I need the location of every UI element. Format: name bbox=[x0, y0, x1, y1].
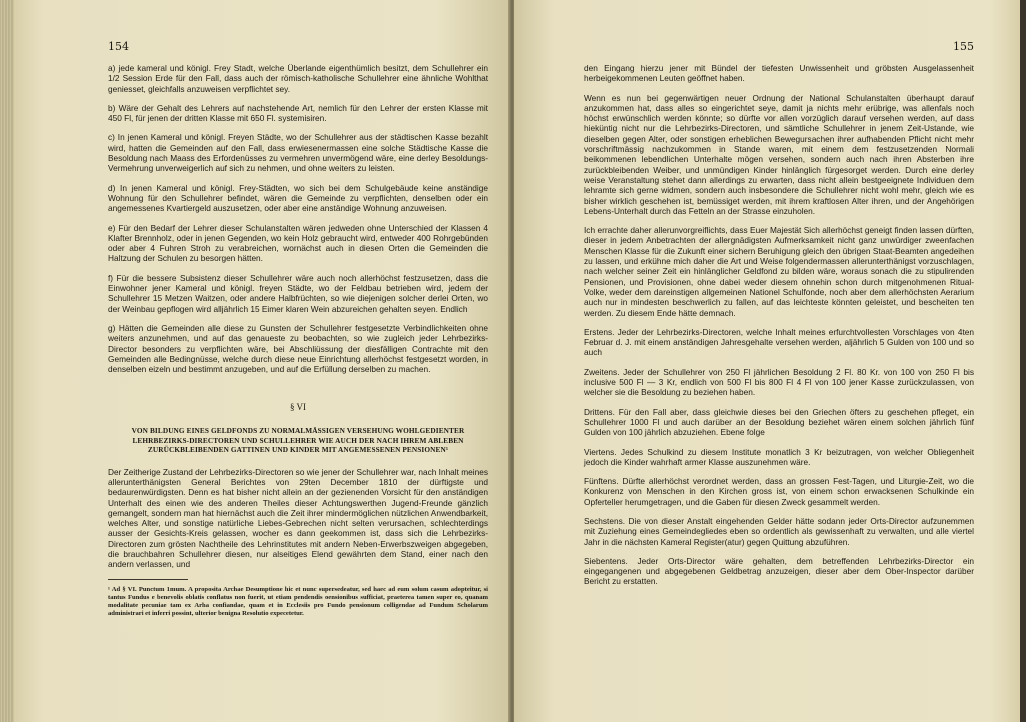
paragraph-drittens: Drittens. Für den Fall aber, dass gleichwie dieses bei den Griechen öfters zu geschehen pfleget, ein Schullehrer 1000 Fl und auch darüber an der Besoldung beziehet wären einem solchen jährlich fünf Gulden von 100 jährlich abzuziehen. Ebene folge bbox=[584, 406, 974, 438]
page-number-left: 154 bbox=[108, 40, 129, 53]
paragraph-viertens: Viertens. Jedes Schulkind zu diesem Institute monatlich 3 Kr beizutragen, von welcher Obliegenheit jedoch die Kinder wahrhaft armer Klasse auszunehmen wäre. bbox=[584, 446, 974, 467]
footnote: ¹ Ad § VI. Punctum 1mum. A proposita Archae Desumptione hic et nunc supersedeatur, sed haec ad eum solum casum adopteitur, si tantus Fundus e benevolis oblatis conflatus non fuerit, ut etiam pendendis oensionibus sufficiat, praeterea tamen super eo, quanam modalitate pecuniae tam ex Arha confiandae, quam et in Ecclesiis pro Fundo pensionum colligendae ad Fundum Scholarum administrari et inferri possint, ulterior benigna Resolutio expecetetur. bbox=[108, 586, 488, 618]
paragraph-zweitens: Zweitens. Jeder der Schullehrer von 250 Fl jährlichen Besoldung 2 Fl. 80 Kr. von 100 von 250 Fl bis inclusive 500 Fl — 3 Kr, endlich von 500 Fl bis 800 Fl 4 Fl von 100 jener Kasse zurückzulassen, von welcher sie die Besoldung zu beziehen haben. bbox=[584, 366, 974, 398]
paragraph-b: b) Wäre der Gehalt des Lehrers auf nachstehende Art, nemlich für den Lehrer der ersten Klasse mit 450 Fl, für jenen der dritten Klasse mit 650 Fl. systemisiren. bbox=[108, 102, 488, 124]
paragraph-continuation: den Eingang hierzu jener mit Bündel der tiefesten Unwissenheit und gröbsten Ausgelassenheit herbeigekommenen Leuten geöffnet haben. bbox=[584, 63, 974, 84]
paragraph-wenn: Wenn es nun bei gegenwärtigen neuer Ordnung der National Schulanstalten überhaupt darauf anzukommen hat, dass alles so eingerichtet seye, damit ja nichts mehr erübrige, was allenfals noch höchst erwünschlich werden könnte; so dürfte vor allen vorzüglich darauf versehen werden, auf dass hieküntig nicht nur die Lehrbezirks-Directoren, und sämtliche Schullehrer in jenem Zeit-Ustande, wie dieselben gegen Alter, oder sonstigen erheblichen Bewegursachen ihrer aufhabenden Pflicht nicht mehr vorschriftmässig nachzukommen in Stande waren, mit einem dem festzusetzenden Normali beikommenen lebendlichen Unterhalte mögen versehen, sondern auch nach ihren Absterben ihre zurückbleibenden Weiber, und unmündigen Kinder hinlänglich fürgesorget werden. Durch eine derley weise Veranstaltung stehet dann allerdings zu erwarten, dass nicht allein bestgeeignete Individuen dem lehramte sich gerne widmen, sondern auch insbesondere die Schullehrer nicht wohl mehr, gleich wie es bisher wirklich geschehen ist, bemüssiget werden, mit ihrem kraftlosen Alter ihren, und der Angehörigen Lebens-Unterhalt durch das Fetteln an der Strasse einzuholen. bbox=[584, 92, 974, 216]
paragraph-f: f) Für die bessere Subsistenz dieser Schullehrer wäre auch noch allerhöchst festzusetzen, dass die Einwohner jener Kameral und königl. freyen Städte, wo der Feldbau betrieben wird, jedem der Schullehrer 15 Metzen Waitzen, oder andere Halbfrüchten, so wie diejenigen solcher derlei Orten, wo der Weinbau gepflogen wird alljährlich 15 Eimer klaren Wein abzureichen gehalten seyen. Endlich bbox=[108, 272, 488, 314]
page-number-right: 155 bbox=[953, 40, 974, 53]
section-paragraph: Der Zeitherige Zustand der Lehrbezirks-Directoren so wie jener der Schullehrer war, nach Inhalt meines allerunterthänigsten General Berichtes von 29ten December 1810 der dürftigste und bedaurenwürdigsten. Denn es hat bisher nicht allein an der gezienenden Vorsicht für den anständigen Unterhalt des einen wie des anderen Theiles dieser Achtungswerthen Jugend-Freunde gänzlich gemangelt, sondern man hat hiernächst auch die Zeit ihrer mindermöglichen nützlichen Anwendbarkeit, welches Alter, und sonstige natürliche Liebes-Gebrechen nicht selten verursachen, schlechterdings ausser der Gesichts-Kreis gelassen, wocher es dann geekommen ist, dass sich die Lehrbezirks-Directoren zum grösten Nachtheile des Lehrinstitutes mit andern Neben-Erwerbszweigen abgegeben, die brauchbahren Schullehrer diesen, nur alseitiges Elend gewährten dem Stand, einer nach den andern verlassen, und bbox=[108, 466, 488, 570]
page-edges bbox=[0, 0, 14, 722]
right-page bbox=[514, 0, 1020, 722]
paragraph-d: d) In jenen Kameral und königl. Frey-Städten, wo sich bei dem Schulgebäude keine anständige Wohnung für den Schullehrer befindet, wären die Gemeinde zu verpflichten, denselben oder ein angemessenes Kvartiergeld auszusetzen, oder aber eine anständige Wohnung anzuweisen. bbox=[108, 182, 488, 214]
paragraph-erstens: Erstens. Jeder der Lehrbezirks-Directoren, welche Inhalt meines erfurchtvollesten Vorschlages von 4ten Februar d. J. mit einem anständigen Jahresgehalte versehen werden, aljährlich 5 Gulden von 100 und so auch bbox=[584, 326, 974, 358]
paragraph-fuenftens: Fünftens. Dürfte allerhöchst verordnet werden, dass an grossen Fest-Tagen, und Liturgie-Zeit, wo die Konkurenz von Menschen in den Kirchen gross ist, von einem schon erwacksenen Schulkinde ein Opferteller herumgetragen, und die Gaben für diesen Zweck gesammelt werden. bbox=[584, 476, 974, 507]
paragraph-e: e) Für den Bedarf der Lehrer dieser Schulanstalten wären jedweden ohne Unterschied der Klassen 4 Klafter Brennholz, oder in jenen Gegenden, wo kein Holz gebraucht wird, entweder 400 Rohrgebünden oder aber 4 Fuhren Stroh zu verabreichen, wornächst auch in diesen Orten die Gemeinden die Haltzung der Schulen zu besorgen hätten. bbox=[108, 222, 488, 264]
paragraph-c: c) In jenen Kameral und königl. Freyen Städte, wo der Schullehrer aus der städtischen Kasse bezahlt wird, hatten die Gemeinden auf den Fall, dass erwiesenermassen eine solche Städtische Kasse die Besoldung nach Maass des Erfordenüsses zu vermehren unvermögend wäre, eine derley Besoldungs-Vermehrung unverweigerlich auf sich zu nehmen, und ohne weiters zu leisten. bbox=[108, 132, 488, 174]
paragraph-a: a) jede kameral und königl. Frey Stadt, welche Überlande eigenthümlich besitzt, dem Schullehrer ein 1/2 Session Erde für den Fall, dass auch der römisch-katholische Schullehrer eine ähnliche Wohlthat geniesset, gleichfalls anzuweisen verpflichtet sey. bbox=[108, 63, 488, 94]
section-heading: VON BILDUNG EINES GELDFONDS ZU NORMALMÄSSIGEN VERSEHUNG WOHLGEDIENTER LEHRBEZIRKS-DIRECTOREN UND SCHULLEHRER WIE AUCH DER NACH IHREM ABLEBEN ZURÜCKBLEIBENDEN GATTINEN UND KINDER MIT ANGEMESSENEN PENSIONEN¹ bbox=[131, 426, 465, 455]
paragraph-sechstens: Sechstens. Die von dieser Anstalt eingehenden Gelder hätte sodann jeder Orts-Director aufzunemmen mit Zuziehung eines Gemeindegliedes eben so ordentlich als gewissenhaft zu verwalten, und alle viertel Jahr in die nächsten Kameral Register(atur) gegen Quittung abzuführen. bbox=[584, 515, 974, 547]
background-edge bbox=[1020, 0, 1026, 722]
left-page bbox=[14, 0, 510, 722]
paragraph-g: g) Hätten die Gemeinden alle diese zu Gunsten der Schullehrer festgesetzte Verbindlichkeiten ohne weiters anzunehmen, und auf das genaueste zu beobachten, so wie zugleich jeder Lehrbezirks-Director besonders zu verpflichten wäre, bei Abschliüssung der diesfälligen Contrachte mit den Gemeinden alle Bedingnüsse, welche durch diese neue Einrichtung allerhöchst festgesetzt worden, in denselben eizeln und bestimmt anzugeben, und auf die Erfüllung derselben zu machen. bbox=[108, 322, 488, 375]
footnote-rule bbox=[108, 579, 188, 580]
section-title: § VI bbox=[289, 402, 307, 413]
paragraph-siebentens: Siebentens. Jeder Orts-Director wäre gehalten, dem betreffenden Lehrbezirks-Director ein eingegangenen und abgegebenen Geldbetrag anzuzeigen, dieser aber dem Ober-Inspector darüber Bericht zu erstatten. bbox=[584, 555, 974, 587]
paragraph-ich: Ich errachte daher allerunvorgreiflichts, dass Euer Majestät Sich allerhöchst geneigt finden lassen dürften, dieser in jedem Anbetrachten der allergnädigsten Aufmerksamkeit nicht ganz unwürdiger zweenfachen Menschen Klasse für die Zukunft einer sichern Beruhigung gleich den übrigen Staat-Beamten angedeihen zu lassen, und erkühne mich daher die Art und Weise folgendermassen allerunterthänigst vorzuschlagen, nach welcher seiner Zeit ein hinlänglicher Geldfond zu bilden wäre, woraus sonach die zu stipulirenden Pensionen, und Provisionen, ohne dabei weder diesem ohnehin schon durch mitgenohmenen Ritual-Volke, weder dem dareinstigen allgemeinen Nationel Schulfonde, noch aber dem allerhöchsten Aerarium auch nur in mindesten beschwerlich zu fallen, auf das leichteste könnten geleistet, und bescheiten ten werden. Zu diesem Ende hätte demnach. bbox=[584, 225, 974, 318]
